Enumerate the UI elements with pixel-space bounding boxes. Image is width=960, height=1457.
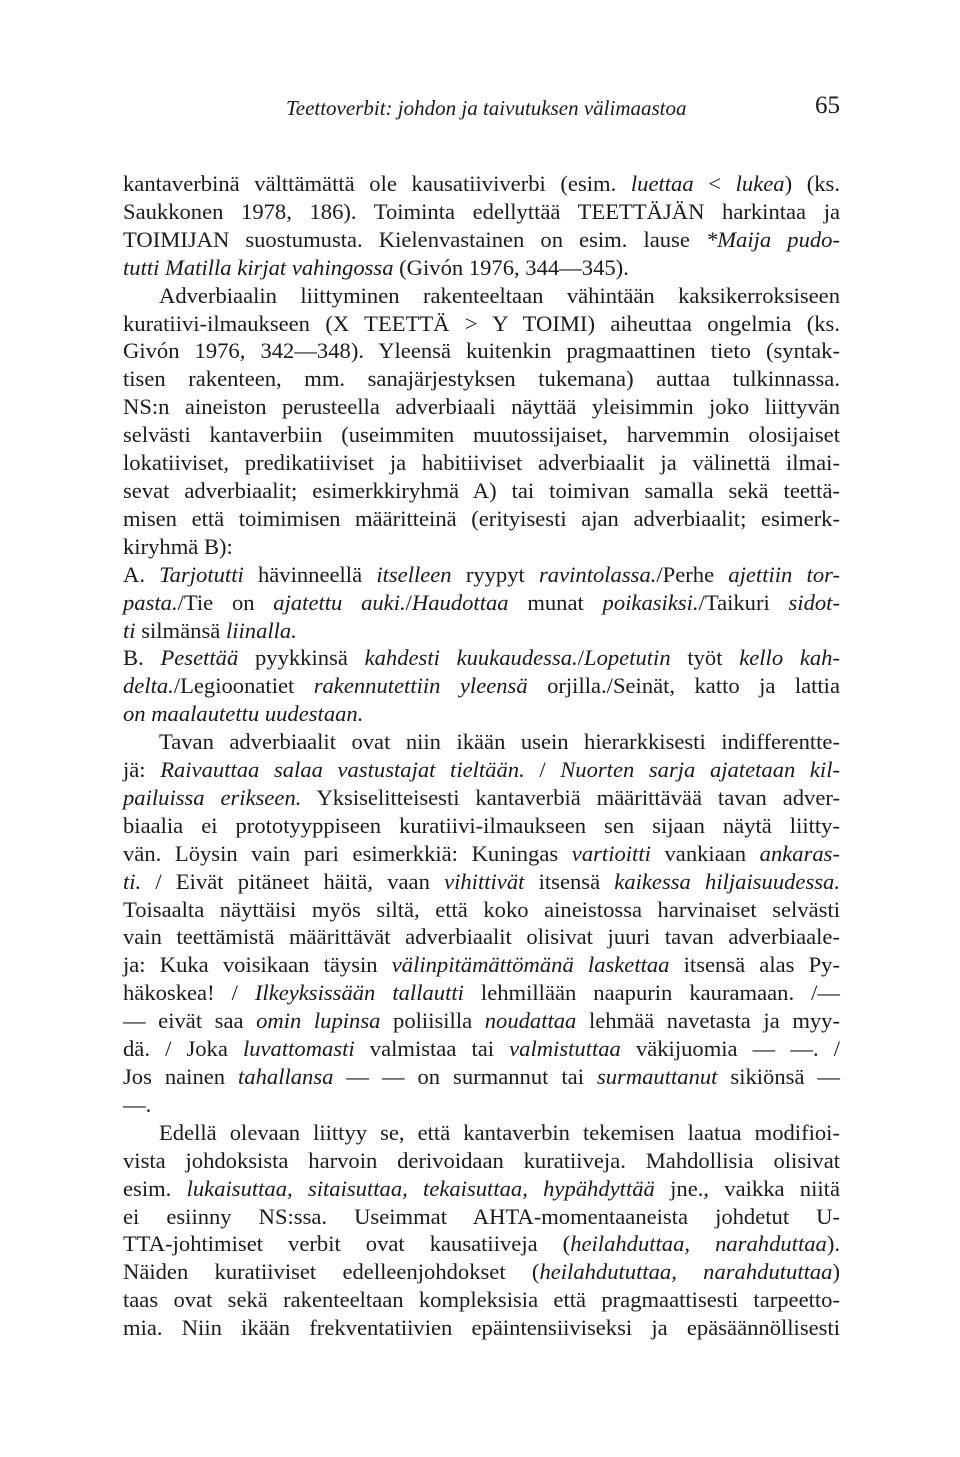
text-segment: vista johdoksista harvoin derivoidaan kuratiiveja. Mahdollisia olisivat — [123, 1147, 840, 1173]
text-line — [123, 700, 840, 728]
italic-segment: ti. — [123, 868, 142, 894]
italic-segment: kahdesti kuukaudessa. — [364, 645, 578, 671]
italic-segment: Haudottaa — [411, 589, 509, 615]
italic-segment: heilahduttaa, narahduttaa — [570, 1231, 827, 1257]
text-segment: /Tie on — [177, 589, 274, 615]
text-line — [123, 672, 840, 700]
text-segment: orjilla./Seinät, katto ja lattia — [527, 673, 840, 699]
text-line — [123, 784, 840, 812]
text-line — [123, 923, 840, 951]
text-segment: biaalia ei prototyyppiseen kuratiivi-ilmaukseen sen sijaan näytä liitty- — [123, 812, 840, 838]
text-line — [123, 1063, 840, 1091]
text-segment: ) — [832, 1259, 840, 1285]
italic-segment: delta. — [123, 673, 174, 699]
italic-segment: ankaras- — [759, 840, 840, 866]
text-line — [123, 282, 840, 310]
text-line — [123, 254, 840, 282]
italic-segment: sidot- — [788, 589, 840, 615]
text-segment: valmistaa tai — [354, 1036, 510, 1062]
text-line — [123, 979, 840, 1007]
text-segment: ryypyt — [451, 561, 540, 587]
italic-segment: noudattaa — [484, 1008, 577, 1034]
italic-segment: tutti Matilla kirjat vahingossa — [123, 254, 394, 280]
text-segment: /Legioonatiet — [173, 673, 314, 699]
text-line — [123, 1230, 840, 1258]
italic-segment: Lopetutin — [584, 645, 671, 671]
text-line — [123, 1007, 840, 1035]
text-segment: sikiönsä — — [717, 1064, 841, 1089]
text-line — [123, 644, 840, 672]
text-segment: / — [405, 589, 412, 615]
page-number: 65 — [815, 92, 840, 119]
text-line — [123, 365, 840, 393]
text-line — [123, 1091, 840, 1119]
text-line — [123, 868, 840, 896]
text-segment: /Taikuri — [698, 589, 789, 615]
running-title: Teettoverbit: johdon ja taivutuksen välimaastoa — [286, 96, 687, 120]
italic-segment: luvattomasti — [242, 1036, 355, 1062]
text-segment: A. — [123, 561, 160, 587]
text-segment: lokatiiviset, predikatiiviset ja habitiiviset adverbiaalit ja välinettä ilmai- — [123, 450, 840, 476]
italic-segment: pailuissa erikseen. — [123, 784, 302, 810]
text-segment: Näiden kuratiiviset edelleenjohdokset ( — [123, 1259, 540, 1285]
text-segment: Edellä olevaan liittyy se, että kantaverbin tekemisen laatua modifioi- — [159, 1119, 840, 1145]
text-segment: Givón 1976, 342—348). Yleensä kuitenkin pragmaattinen tieto (syntak- — [123, 338, 840, 364]
italic-segment: pasta. — [123, 589, 178, 615]
italic-segment: vartioitti — [571, 840, 651, 866]
text-segment: kuratiivi-ilmaukseen (X TEETTÄ > Y TOIMI) aiheuttaa ongelmia (ks. — [123, 310, 840, 336]
italic-segment: kello kah- — [739, 645, 840, 671]
text-line — [123, 226, 840, 254]
text-segment: vankiaan — [650, 840, 760, 866]
text-segment: työt — [670, 645, 740, 671]
text-segment: taas ovat sekä rakenteeltaan kompleksisia että pragmaattisesti tarpeetto- — [123, 1287, 840, 1313]
text-segment: Jos nainen — [123, 1064, 239, 1089]
italic-segment: ajettiin tor- — [728, 561, 840, 587]
text-segment: / — [577, 645, 584, 671]
text-line — [123, 393, 840, 421]
text-line — [123, 449, 840, 477]
italic-segment: itselleen — [376, 561, 452, 587]
text-segment: pyykkinsä — [238, 645, 365, 671]
body-text — [123, 170, 840, 1342]
text-line — [123, 1314, 840, 1342]
text-segment: Saukkonen 1978, 186). Toiminta edellyttää TEETTÄJÄN harkintaa ja — [123, 198, 840, 224]
text-segment: TTA-johtimiset verbit ovat kausatiiveja ( — [123, 1231, 571, 1257]
italic-segment: Raivauttaa salaa vastustajat tieltään. — [160, 757, 525, 783]
text-segment: esim. — [123, 1175, 187, 1201]
text-line — [123, 1035, 840, 1063]
text-line — [123, 337, 840, 365]
text-segment: silmänsä — [135, 617, 226, 643]
italic-segment: surmauttanut — [596, 1064, 718, 1089]
text-line — [123, 1119, 840, 1147]
italic-segment: lukaisuttaa, sitaisuttaa, tekaisuttaa, hypähdyttää — [186, 1175, 655, 1201]
text-line — [123, 617, 840, 645]
text-line — [123, 1203, 840, 1231]
italic-segment: on maalautettu uudestaan. — [123, 701, 364, 727]
italic-segment: Pesettää — [160, 645, 239, 671]
text-segment: ). — [826, 1231, 840, 1257]
text-segment: — eivät saa — [123, 1008, 257, 1034]
italic-segment: heilahdututtaa, narahdututtaa — [539, 1259, 833, 1285]
italic-segment: rakennutettiin yleensä — [313, 673, 528, 699]
text-segment: kiryhmä B): — [123, 533, 233, 559]
italic-segment: Nuorten sarja ajatetaan kil- — [560, 757, 841, 783]
text-segment: / — [524, 757, 561, 783]
text-segment: lehmää navetasta ja myy- — [576, 1008, 841, 1034]
text-segment: kantaverbinä välttämättä ole kausatiiviverbi (esim. — [123, 171, 631, 196]
text-line — [123, 756, 840, 784]
text-segment: TOIMIJAN suostumusta. Kielenvastainen on esim. lause — [123, 226, 706, 252]
text-line — [123, 533, 840, 561]
text-segment: NS:n aineiston perusteella adverbiaali näyttää yleisimmin joko liittyvän — [123, 394, 840, 420]
text-line — [123, 198, 840, 226]
text-line — [123, 728, 840, 756]
italic-segment: Tarjotutti — [159, 561, 244, 587]
text-line — [123, 1175, 840, 1203]
italic-segment: ti — [123, 617, 136, 643]
text-segment: häkoskea! / — [123, 980, 255, 1006]
italic-segment: valmistuttaa — [509, 1036, 621, 1062]
italic-segment: omin lupinsa — [256, 1008, 381, 1034]
text-segment: väkijuomia — —. / — [620, 1036, 840, 1062]
text-segment: poliisilla — [380, 1008, 485, 1034]
text-segment: ei esiinny NS:ssa. Useimmat AHTA-momentaaneista johdetut U- — [123, 1203, 840, 1229]
text-segment: ja: Kuka voisikaan täysin — [123, 952, 392, 978]
text-segment: Adverbiaalin liittyminen rakenteeltaan vähintään kaksikerroksiseen — [159, 282, 840, 308]
italic-segment: vihittivät — [444, 868, 525, 894]
text-segment: B. — [123, 645, 161, 671]
text-segment: itsensä — [524, 868, 615, 894]
italic-segment: lukea — [735, 171, 785, 196]
text-segment: vain teettämistä määrittävät adverbiaalit olisivat juuri tavan adverbiaale- — [123, 924, 840, 950]
text-segment: munat — [508, 589, 603, 615]
italic-segment: ajatettu auki. — [273, 589, 406, 615]
text-segment: — — on surmannut tai — [333, 1064, 597, 1089]
text-segment: dä. / Joka — [123, 1036, 243, 1062]
text-segment: / Eivät pitäneet häitä, vaan — [141, 868, 445, 894]
text-line — [123, 477, 840, 505]
italic-segment: kaikessa hiljaisuudessa. — [614, 868, 840, 894]
text-line — [123, 421, 840, 449]
text-segment: Tavan adverbiaalit ovat niin ikään usein hierarkkisesti indifferentte- — [159, 729, 840, 755]
text-segment: itsensä alas Py- — [669, 952, 840, 978]
text-segment: Toisaalta näyttäisi myös siltä, että koko aineistossa harvinaiset selvästi — [123, 896, 840, 922]
text-segment: jne., vaikka niitä — [654, 1175, 840, 1201]
text-segment: lehmillään naapurin kauramaan. /— — [463, 980, 840, 1006]
italic-segment: välinpitämättömänä laskettaa — [391, 952, 670, 978]
text-segment: /Perhe — [656, 561, 729, 587]
text-segment: tisen rakenteen, mm. sanajärjestyksen tukemana) auttaa tulkinnassa. — [123, 366, 840, 392]
text-segment: ) (ks. — [784, 171, 841, 196]
text-segment: misen että toimimisen määritteinä (erityisesti ajan adverbiaalit; esimerk- — [123, 505, 840, 531]
text-line — [123, 951, 840, 979]
text-line — [123, 589, 840, 617]
text-segment: (Givón 1976, 344—345). — [393, 254, 629, 280]
text-line — [123, 812, 840, 840]
text-segment: mia. Niin ikään frekventatiivien epäintensiiviseksi ja epäsäännöllisesti — [123, 1315, 840, 1341]
text-segment: sevat adverbiaalit; esimerkkiryhmä A) tai toimivan samalla sekä teettä- — [123, 477, 840, 503]
text-segment: selvästi kantaverbiin (useimmiten muutossijaiset, harvemmin olosijaiset — [123, 422, 840, 448]
italic-segment: *Maija pudo- — [705, 226, 840, 252]
text-line — [123, 1258, 840, 1286]
text-line — [123, 896, 840, 924]
text-segment: —. — [123, 1091, 152, 1117]
text-line — [123, 170, 840, 198]
italic-segment: tahallansa — [238, 1064, 334, 1089]
italic-segment: poikasiksi. — [602, 589, 699, 615]
text-line — [123, 310, 840, 338]
text-line — [123, 505, 840, 533]
text-segment: Yksiselitteisesti kantaverbiä määrittävää tavan adver- — [301, 784, 840, 810]
text-line — [123, 1147, 840, 1175]
text-segment: jä: — [123, 757, 161, 783]
text-line — [123, 1286, 840, 1314]
text-line — [123, 561, 840, 589]
italic-segment: Ilkeyksissään tallautti — [254, 980, 464, 1006]
italic-segment: liinalla. — [225, 617, 297, 643]
text-segment: vän. Löysin vain pari esimerkkiä: Kuningas — [123, 840, 572, 866]
text-segment: hävinneellä — [243, 561, 377, 587]
text-line — [123, 840, 840, 868]
italic-segment: ravintolassa. — [539, 561, 657, 587]
italic-segment: luettaa — [630, 171, 694, 196]
text-segment: < — [693, 171, 736, 196]
